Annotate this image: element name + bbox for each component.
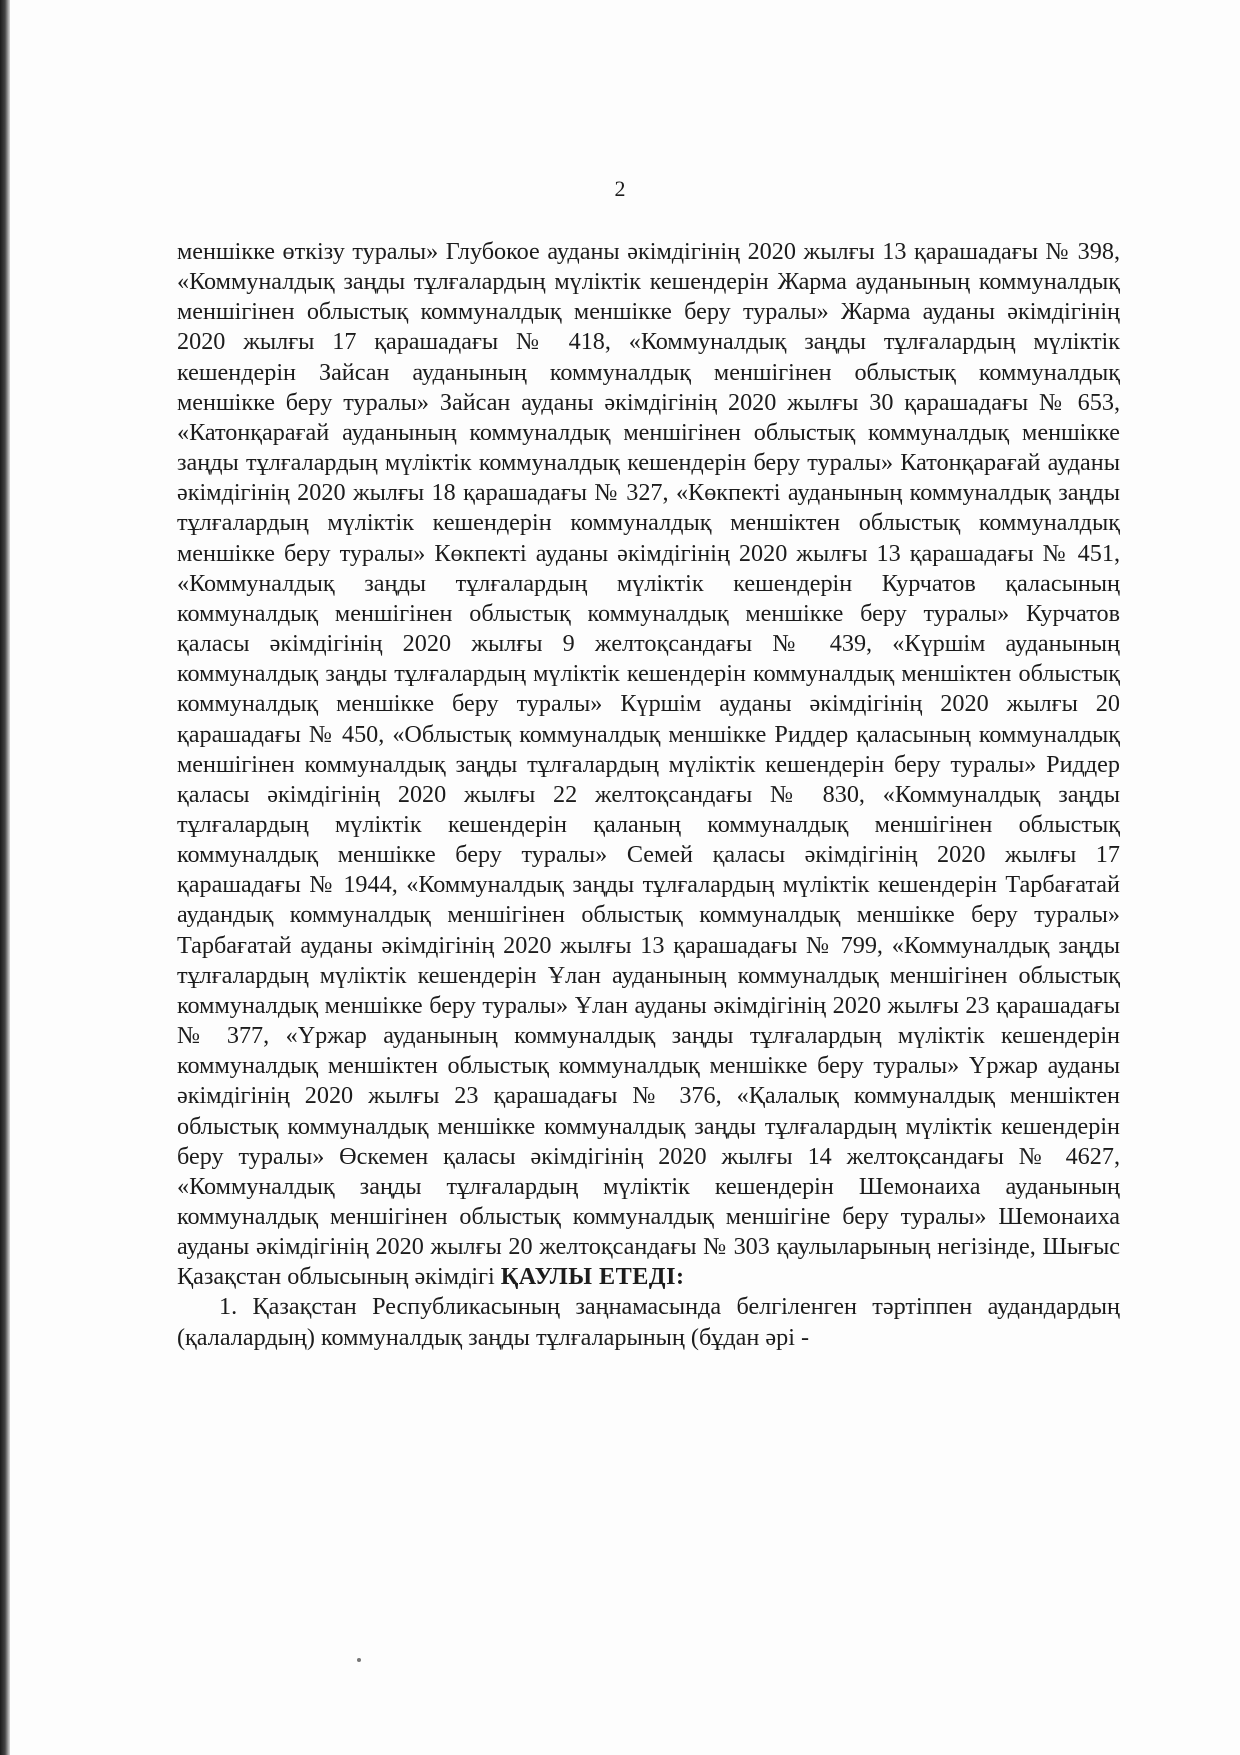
numbered-item-1: 1. Қазақстан Республикасының заңнамасында белгіленген тәртіппен аудандардың (қалалардың) коммуналдық заңды тұлғаларының (бұдан әрі - — [177, 1293, 1120, 1351]
preamble-paragraph — [177, 237, 1120, 1292]
preamble-text: меншікке өткізу туралы» Глубокое ауданы әкімдігінің 2020 жылғы 13 қарашадағы № 398, «Коммуналдық заңды тұлғалардың мүліктік кешендерін Жарма ауданының коммуналдық меншігінен облыстық коммуналдық меншікке беру туралы» Жарма ауданы әкімдігінің 2020 жылғы 17 қарашадағы № 418, «Коммуналдық заңды тұлғалардың мүліктік кешендерін Зайсан ауданының коммуналдық меншігінен облыстық коммуналдық меншікке беру туралы» Зайсан ауданы әкімдігінің 2020 жылғы 30 қарашадағы № 653, «Катонқарағай ауданының коммуналдық меншігінен облыстық коммуналдық меншікке заңды тұлғалардың мүліктік коммуналдық кешендерін беру туралы» Катонқарағай ауданы әкімдігінің 2020 жылғы 18 қарашадағы № 327, «Көкпекті ауданының коммуналдық заңды тұлғалардың мүліктік кешендерін коммуналдық меншіктен облыстық коммуналдық меншікке беру туралы» Көкпекті ауданы әкімдігінің 2020 жылғы 13 қарашадағы № 451, «Коммуналдық заңды тұлғалардың мүліктік кешендерін Курчатов қаласының коммуналдық меншігінен облыстық коммуналдық меншікке беру туралы» Курчатов қаласы әкімдігінің 2020 жылғы 9 желтоқсандағы № 439, «Күршім ауданының коммуналдық заңды тұлғалардың мүліктік кешендерін коммуналдық меншіктен облыстық коммуналдық меншікке беру туралы» Күршім ауданы әкімдігінің 2020 жылғы 20 қарашадағы № 450, «Облыстық коммуналдық меншікке Риддер қаласының коммуналдық меншігінен коммуналдық заңды тұлғалардың мүліктік кешендерін беру туралы» Риддер қаласы әкімдігінің 2020 жылғы 22 желтоқсандағы № 830, «Коммуналдық заңды тұлғалардың мүліктік кешендерін қаланың коммуналдық меншігінен облыстық коммуналдық меншікке беру туралы» Семей қаласы әкімдігінің 2020 жылғы 17 қарашадағы № 1944, «Коммуналдық заңды тұлғалардың мүліктік кешендерін Тарбағатай аудандық коммуналдық меншігінен облыстық коммуналдық меншікке беру туралы» Тарбағатай ауданы әкімдігінің 2020 жылғы 13 қарашадағы № 799, «Коммуналдық заңды тұлғалардың мүліктік кешендерін Ұлан ауданының коммуналдық меншігінен облыстық коммуналдық меншікке беру туралы» Ұлан ауданы әкімдігінің 2020 жылғы 23 қарашадағы № 377, «Үржар ауданының коммуналдық заңды тұлғалардың мүліктік кешендерін коммуналдық меншіктен облыстық коммуналдық меншікке беру туралы» Үржар ауданы әкімдігінің 2020 жылғы 23 қарашадағы № 376, «Қалалық коммуналдық меншіктен облыстық коммуналдық меншікке коммуналдық заңды тұлғалардың мүліктік кешендерін беру туралы» Өскемен қаласы әкімдігінің 2020 жылғы 14 желтоқсандағы № 4627, «Коммуналдық заңды тұлғалардың мүліктік кешендерін Шемонаиха ауданының коммуналдық меншігінен облыстық коммуналдық меншігіне беру туралы» Шемонаиха ауданы әкімдігінің 2020 жылғы 20 желтоқсандағы № 303 қаулыларының негізінде, Шығыс Қазақстан облысының әкімдігі — [177, 238, 1120, 1291]
resolution-phrase: ҚАУЛЫ ЕТЕДІ: — [500, 1263, 685, 1291]
scan-speck — [357, 1658, 361, 1662]
page-number: 2 — [614, 176, 626, 201]
scan-binding-edge — [0, 0, 10, 1755]
document-body — [177, 237, 1120, 1353]
